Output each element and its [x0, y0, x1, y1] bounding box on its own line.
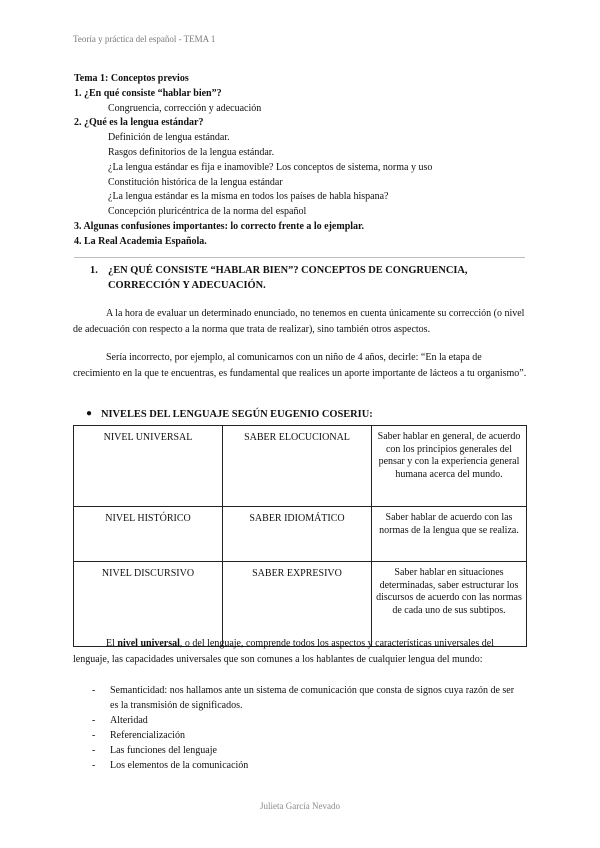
niveles-heading-text: NIVELES DEL LENGUAJE SEGÚN EUGENIO COSERIU:	[101, 409, 373, 420]
toc-subitem: ¿La lengua estándar es fija e inamovible? Los conceptos de sistema, norma y uso	[108, 161, 433, 173]
table-cell-desc: Saber hablar de acuerdo con las normas de la lengua que se realiza.	[372, 507, 527, 562]
example-paragraph: Sería incorrecto, por ejemplo, al comunicarnos con un niño de 4 años, decirle: “En la etapa de crecimiento en la que te encuentras, es fundamental que realices un aporte importante de lácteos a tu organismo”.	[73, 352, 527, 379]
intro-paragraph: A la hora de evaluar un determinado enunciado, no tenemos en cuenta únicamente su corrección (o nivel de adecuación con respecto a la norma que trata de realizar), sino también otros aspectos.	[73, 308, 525, 335]
list-item	[92, 713, 522, 728]
section-divider	[74, 257, 525, 258]
list-item-text: Semanticidad: nos hallamos ante un sistema de comunicación que consta de signos cuya razón de ser es la transmisión de significados.	[110, 685, 515, 711]
table-row	[74, 507, 527, 562]
dash-marker: -	[92, 685, 96, 696]
table-cell-nivel: NIVEL HISTÓRICO	[74, 507, 223, 562]
toc-subitem: Constitución histórica de la lengua estándar	[108, 176, 283, 188]
universal-features-list	[92, 683, 522, 773]
table-cell-nivel: NIVEL UNIVERSAL	[74, 426, 223, 507]
section-title: ¿EN QUÉ CONSISTE “HABLAR BIEN”? CONCEPTOS DE CONGRUENCIA, CORRECCIÓN Y ADECUACIÓN.	[108, 265, 468, 291]
table-row	[74, 426, 527, 507]
toc-item-2: 2. ¿Qué es la lengua estándar?	[74, 117, 204, 129]
table-cell-saber: SABER ELOCUCIONAL	[223, 426, 372, 507]
toc-subitem: Rasgos definitorios de la lengua estándar.	[108, 146, 275, 158]
table-cell-desc: Saber hablar en general, de acuerdo con los principios generales del pensar y con la experiencia general humana acerca del mundo.	[372, 426, 527, 507]
list-item	[92, 683, 522, 713]
toc-item-1: 1. ¿En qué consiste “hablar bien”?	[74, 87, 222, 99]
list-item-text: Alteridad	[110, 715, 148, 726]
toc-item-3: 3. Algunas confusiones importantes: lo correcto frente a lo ejemplar.	[74, 220, 365, 232]
table-cell-saber: SABER EXPRESIVO	[223, 562, 372, 647]
paragraph-lead: El	[106, 638, 118, 649]
list-item-text: Las funciones del lenguaje	[110, 745, 217, 756]
toc-subitem: ¿La lengua estándar es la misma en todos los países de habla hispana?	[108, 191, 389, 203]
toc-subitem: Definición de lengua estándar.	[108, 132, 230, 144]
list-item	[92, 743, 522, 758]
paragraph-rest: , o del lenguaje, comprende todos los aspectos y características universales del lenguaje, las capacidades universales que son comunes a los hablantes de cualquier lengua del mundo:	[73, 638, 494, 665]
table-cell-saber: SABER IDIOMÁTICO	[223, 507, 372, 562]
dash-marker: -	[92, 730, 96, 741]
list-item-text: Referencialización	[110, 730, 185, 741]
list-item	[92, 728, 522, 743]
bullet-icon: ●	[86, 408, 93, 419]
toc-item-4: 4. La Real Academia Española.	[74, 235, 207, 247]
section-number: 1.	[90, 265, 98, 276]
page-footer: Julieta García Nevado	[260, 801, 340, 811]
paragraph-bold-term: nivel universal	[117, 638, 180, 649]
niveles-table	[73, 425, 527, 647]
list-item-text: Los elementos de la comunicación	[110, 760, 249, 771]
table-of-contents	[74, 72, 544, 250]
toc-subitem: Congruencia, corrección y adecuación	[108, 102, 262, 114]
toc-title: Tema 1: Conceptos previos	[74, 73, 189, 84]
list-item	[92, 758, 522, 773]
toc-subitem: Concepción pluricéntrica de la norma del español	[108, 206, 307, 218]
table-row	[74, 562, 527, 647]
table-cell-nivel: NIVEL DISCURSIVO	[74, 562, 223, 647]
universal-paragraph	[73, 636, 527, 667]
page-header: Teoría y práctica del español - TEMA 1	[73, 34, 216, 44]
dash-marker: -	[92, 745, 96, 756]
dash-marker: -	[92, 760, 96, 771]
table-cell-desc: Saber hablar en situaciones determinadas, saber estructurar los discursos de acuerdo con las normas de cada uno de sus subtipos.	[372, 562, 527, 647]
dash-marker: -	[92, 715, 96, 726]
